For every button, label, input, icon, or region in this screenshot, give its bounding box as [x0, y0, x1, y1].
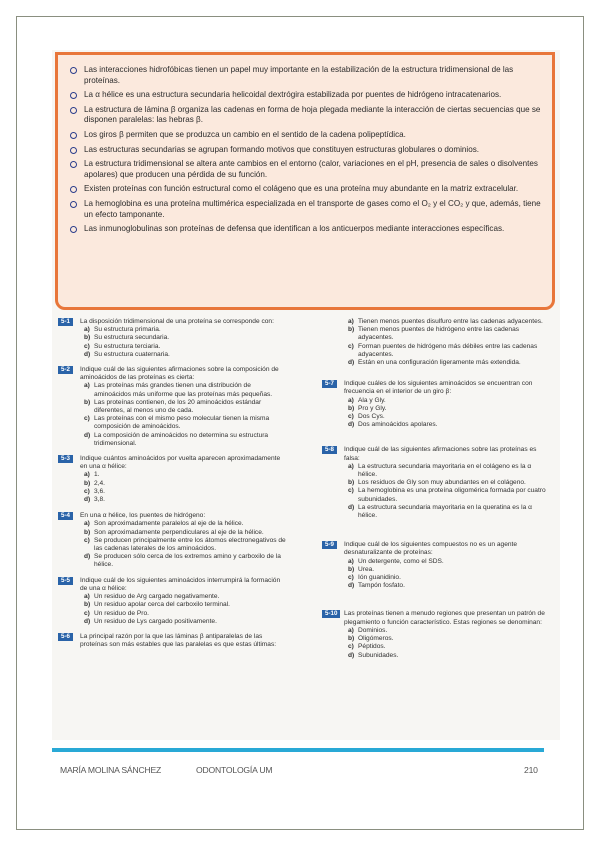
summary-text: La α hélice es una estructura secundaria helicoidal dextrógira estabilizada por puentes de hidrógeno intracatenarios.: [84, 90, 502, 100]
answer-options: [344, 318, 550, 367]
question: [322, 541, 550, 590]
summary-list: [70, 65, 542, 235]
answer-option: [348, 582, 550, 590]
option-letter: a): [84, 471, 90, 479]
option-letter: b): [348, 326, 355, 334]
bullet-icon: [70, 161, 77, 168]
question: [58, 366, 286, 448]
option-text: Su estructura secundaria.: [94, 334, 170, 342]
option-letter: b): [348, 479, 355, 487]
answer-option: [84, 618, 286, 626]
option-letter: b): [348, 635, 355, 643]
summary-item: [70, 199, 542, 220]
answer-option: [84, 382, 286, 398]
answer-option: [84, 326, 286, 334]
answer-option: [84, 496, 286, 504]
answer-option: [84, 415, 286, 431]
option-text: 1.: [94, 471, 100, 479]
option-letter: a): [348, 626, 354, 634]
option-text: Un residuo apolar cerca del carboxilo terminal.: [94, 601, 230, 609]
answer-option: [84, 399, 286, 415]
option-text: Un residuo de Lys cargado positivamente.: [94, 617, 217, 625]
summary-item: [70, 184, 542, 195]
option-text: Un detergente, como el SDS.: [358, 557, 444, 565]
answer-options: [80, 593, 286, 626]
footer-page-number: 210: [524, 765, 538, 775]
summary-item: [70, 159, 542, 180]
answer-option: [348, 487, 550, 503]
question-text: Las proteínas tienen a menudo regiones que presentan un patrón de plegamiento o función característico. Estas regiones se denominan:: [344, 610, 545, 626]
answer-options: [344, 397, 550, 430]
answer-options: [80, 520, 286, 569]
option-text: Péptidos.: [358, 643, 386, 651]
option-text: 2,4.: [94, 479, 105, 487]
answer-option: [84, 480, 286, 488]
option-letter: c): [348, 574, 354, 582]
option-text: Su estructura cuaternaria.: [94, 350, 170, 358]
summary-text: Las estructuras secundarias se agrupan formando motivos que constituyen estructuras globulares o dominios.: [84, 144, 480, 154]
option-text: Las proteínas con el mismo peso molecular tienen la misma composición de aminoácidos.: [94, 415, 270, 431]
option-letter: d): [84, 431, 91, 439]
answer-option: [348, 574, 550, 582]
option-letter: c): [84, 342, 90, 350]
answer-option: [348, 326, 550, 342]
question-number: 5-5: [58, 577, 73, 585]
summary-text: Existen proteínas con función estructural como el colágeno que es una proteína muy abundante en la matriz extracelular.: [84, 184, 519, 194]
option-letter: d): [348, 503, 355, 511]
answer-option: [84, 488, 286, 496]
question-text: Indique cuáles de los siguientes aminoácidos se encuentran con frecuencia en el interior de un giro β:: [344, 380, 533, 396]
answer-option: [348, 558, 550, 566]
footer-subject: ODONTOLOGÍA UM: [196, 765, 273, 775]
option-letter: a): [348, 462, 354, 470]
question-text: Indique cuál de los siguientes compuestos no es un agente desnaturalizante de proteínas:: [344, 541, 518, 557]
answer-options: [80, 326, 286, 359]
option-text: Un residuo de Pro.: [94, 609, 149, 617]
summary-item: [70, 65, 542, 86]
question-number: 5-10: [322, 610, 340, 618]
option-letter: c): [348, 643, 354, 651]
answer-option: [84, 520, 286, 528]
option-text: Tienen menos puentes de hidrógeno entre las cadenas adyacentes.: [358, 326, 520, 342]
answer-option: [84, 529, 286, 537]
summary-item: [70, 105, 542, 126]
option-letter: c): [84, 536, 90, 544]
option-text: Tienen menos puentes disulfuro entre las cadenas adyacentes.: [358, 318, 543, 325]
question-number: 5-9: [322, 541, 337, 549]
option-text: Se producen principalmente entre los átomos electronegativos de las cadenas laterales de los aminoácidos.: [94, 536, 286, 553]
option-letter: b): [348, 404, 355, 412]
question: [322, 446, 550, 520]
answer-option: [84, 351, 286, 359]
answer-options: [80, 382, 286, 448]
question-number: 5-2: [58, 366, 73, 374]
answer-option: [348, 635, 550, 643]
answer-option: [84, 471, 286, 479]
option-letter: c): [84, 415, 90, 423]
answer-option: [348, 413, 550, 421]
question-text: Indique cuál de las siguientes afirmaciones sobre la composición de aminoácidos de las proteínas es cierta:: [80, 366, 279, 382]
answer-option: [84, 432, 286, 448]
option-text: Dos aminoácidos apolares.: [358, 421, 438, 429]
option-text: Pro y Gly.: [358, 404, 387, 412]
option-text: 3,8.: [94, 496, 105, 504]
answer-options: [344, 463, 550, 520]
summary-text: La estructura de lámina β organiza las cadenas en forma de hoja plegada mediante la interacción de ciertas secuencias que se disponen paralelas: las hebras β.: [84, 104, 541, 125]
option-text: Están en una configuración ligeramente más extendida.: [358, 359, 521, 367]
option-text: Las proteínas contienen, de los 20 aminoácidos estándar diferentes, al menos uno de cada.: [94, 398, 262, 415]
question: [322, 610, 550, 659]
question: [58, 455, 286, 504]
summary-text: La estructura tridimensional se altera ante cambios en el entorno (calor, variaciones en el pH, presencia de sales o disolventes apolares) que producen una pérdida de su función.: [84, 159, 538, 179]
option-letter: a): [84, 382, 90, 390]
summary-box: [55, 52, 555, 310]
option-text: La hemoglobina es una proteína oligomérica formada por cuatro subunidades.: [358, 487, 546, 503]
option-letter: b): [84, 601, 91, 609]
answer-option: [348, 463, 550, 479]
option-letter: a): [84, 326, 90, 334]
option-letter: c): [348, 413, 354, 421]
answer-option: [348, 421, 550, 429]
option-text: Subunidades.: [358, 651, 399, 659]
answer-option: [84, 537, 286, 553]
option-letter: d): [348, 582, 355, 590]
question: [58, 512, 286, 569]
answer-option: [84, 343, 286, 351]
summary-text: Los giros β permiten que se produzca un cambio en el sentido de la cadena polipeptídica.: [84, 129, 406, 139]
answer-option: [348, 479, 550, 487]
answer-option: [84, 334, 286, 342]
option-letter: a): [348, 557, 354, 565]
option-text: Ión guanidinio.: [358, 574, 401, 582]
bullet-icon: [70, 67, 77, 74]
option-text: Los residuos de Gly son muy abundantes en el colágeno.: [358, 479, 526, 487]
question-text: Indique cuál de las siguientes afirmaciones sobre las proteínas es falsa:: [344, 446, 537, 462]
answer-option: [348, 405, 550, 413]
answer-options: [80, 471, 286, 504]
answer-options: [344, 558, 550, 591]
answer-option: [84, 553, 286, 569]
answer-option: [84, 610, 286, 618]
question: [58, 633, 286, 649]
question-number: 5-1: [58, 318, 73, 326]
option-letter: b): [84, 479, 91, 487]
option-text: 3,6.: [94, 487, 105, 495]
bullet-icon: [70, 92, 77, 99]
question-text: Indique cuántos aminoácidos por vuelta aparecen aproximadamente en una α hélice:: [80, 455, 281, 471]
option-letter: b): [348, 565, 355, 573]
option-letter: a): [348, 318, 354, 325]
answer-option: [84, 601, 286, 609]
option-letter: c): [84, 609, 90, 617]
option-letter: d): [84, 350, 91, 358]
bullet-icon: [70, 147, 77, 154]
bullet-icon: [70, 132, 77, 139]
option-letter: c): [348, 487, 354, 495]
bullet-icon: [70, 201, 77, 208]
questions-left-column: [58, 318, 286, 649]
option-letter: d): [84, 617, 91, 625]
summary-item: [70, 224, 542, 235]
bullet-icon: [70, 186, 77, 193]
option-text: Su estructura primaria.: [94, 326, 161, 334]
option-letter: a): [84, 593, 90, 601]
question-number: 5-3: [58, 455, 73, 463]
summary-text: Las interacciones hidrofóbicas tienen un papel muy importante en la estabilización de la estructura tridimensional de las proteínas.: [84, 65, 514, 85]
footer-author: MARÍA MOLINA SÁNCHEZ: [60, 765, 162, 775]
summary-item: [70, 145, 542, 156]
summary-text: La hemoglobina es una proteína multimérica especializada en el transporte de gases como el O₂ y el CO₂ y que, además, tiene un efecto tamponante.: [84, 198, 541, 219]
bullet-icon: [70, 226, 77, 233]
option-text: Se producen sólo cerca de los extremos amino y carboxilo de la hélice.: [94, 553, 281, 569]
option-letter: a): [84, 520, 90, 528]
option-text: Son aproximadamente perpendiculares al eje de la hélice.: [94, 528, 264, 536]
option-letter: a): [348, 396, 354, 404]
answer-options: [344, 627, 550, 660]
option-text: La estructura secundaria mayoritaria en la queratina es la α hélice.: [358, 503, 532, 520]
option-text: Ala y Gly.: [358, 396, 386, 404]
option-letter: d): [84, 496, 91, 504]
summary-text: Las inmunoglobulinas son proteínas de defensa que identifican a los anticuerpos mediante interacciones específicas.: [84, 224, 505, 234]
option-letter: c): [348, 342, 354, 350]
question-text: La principal razón por la que las láminas β antiparalelas de las proteínas son más estables que las paralelas es que estas últimas:: [80, 632, 277, 649]
question-number: 5-7: [322, 380, 337, 388]
summary-item: [70, 130, 542, 141]
question-text: En una α hélice, los puentes de hidrógeno:: [80, 512, 206, 520]
answer-option: [348, 343, 550, 359]
question-text: La disposición tridimensional de una proteína se corresponde con:: [80, 318, 274, 325]
question: [58, 577, 286, 626]
option-text: Un residuo de Arg cargado negativamente.: [94, 593, 220, 601]
answer-option: [348, 566, 550, 574]
option-letter: d): [348, 651, 355, 659]
question: [58, 318, 286, 359]
answer-option: [348, 397, 550, 405]
option-letter: d): [84, 553, 91, 561]
option-text: Su estructura terciaria.: [94, 342, 161, 350]
option-letter: d): [348, 421, 355, 429]
bullet-icon: [70, 107, 77, 114]
option-text: Dominios.: [358, 626, 388, 634]
question: [322, 318, 550, 367]
option-letter: b): [84, 528, 91, 536]
answer-option: [348, 627, 550, 635]
option-letter: d): [348, 359, 355, 367]
answer-option: [348, 504, 550, 520]
question-number: 5-8: [322, 446, 337, 454]
question-number: 5-6: [58, 633, 73, 641]
answer-option: [348, 318, 550, 326]
answer-option: [84, 593, 286, 601]
option-text: Forman puentes de hidrógeno más débiles entre las cadenas adyacentes.: [358, 342, 538, 358]
option-letter: b): [84, 334, 91, 342]
option-text: Urea.: [358, 565, 375, 573]
option-text: Dos Cys.: [358, 413, 385, 421]
option-text: La composición de aminoácidos no determina su estructura tridimensional.: [94, 431, 269, 447]
option-letter: c): [84, 487, 90, 495]
answer-option: [348, 643, 550, 651]
option-letter: b): [84, 398, 91, 406]
question-text: Indique cuál de los siguientes aminoácidos interrumpirá la formación de una α hélice:: [80, 576, 281, 592]
answer-option: [348, 359, 550, 367]
question: [322, 380, 550, 429]
footer-divider: [52, 748, 544, 752]
option-text: La estructura secundaria mayoritaria en el colágeno es la α hélice.: [358, 462, 532, 479]
option-text: Oligómeros.: [358, 635, 394, 643]
question-number: 5-4: [58, 512, 73, 520]
option-text: Las proteínas más grandes tienen una distribución de aminoácidos más uniforme que las proteínas más pequeñas.: [94, 382, 273, 398]
answer-option: [348, 652, 550, 660]
questions-right-column: [322, 318, 550, 660]
summary-item: [70, 90, 542, 101]
option-text: Son aproximadamente paralelos al eje de la hélice.: [94, 520, 244, 528]
option-text: Tampón fosfato.: [358, 582, 405, 590]
